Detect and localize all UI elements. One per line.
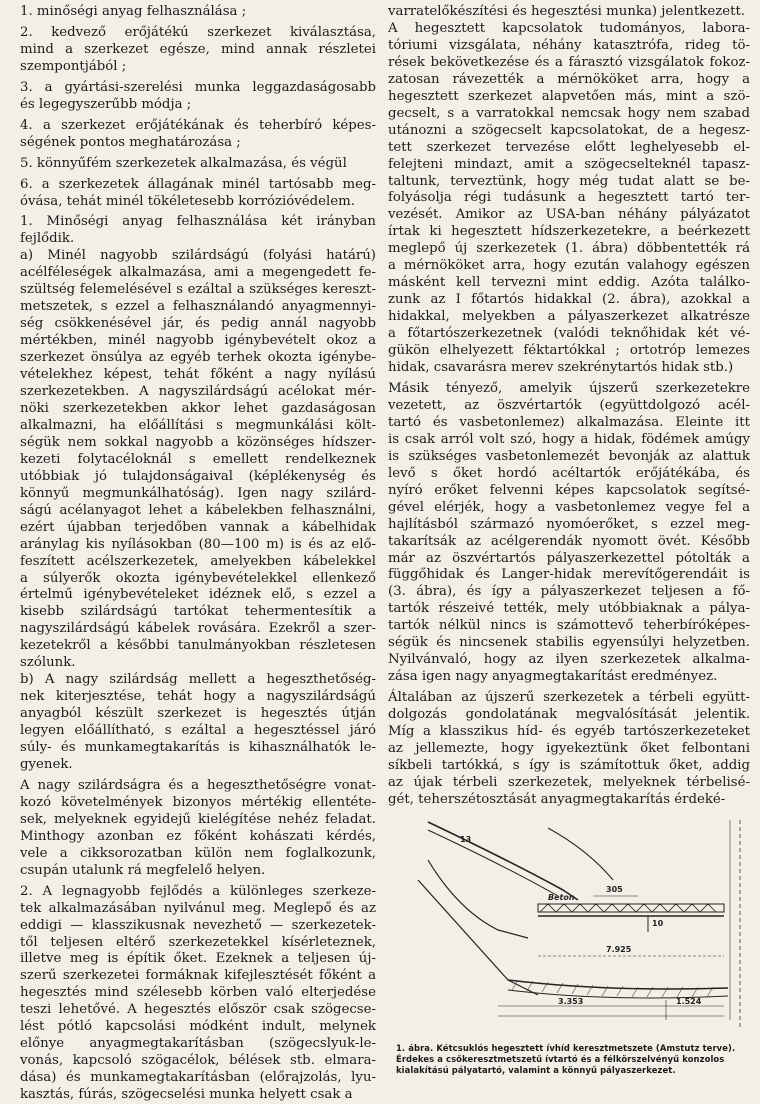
text-line: zása igen nagy anyagmegtakarítást eredményez. xyxy=(388,669,718,685)
text-line: aránylag kis nyílásokban (80—100 m) is és az elő- xyxy=(20,536,376,552)
text-line: másként kell tervezni mint eddig. Azóta találko- xyxy=(388,275,750,291)
text-line: kezetekről a későbbi tanulmányokban részletesen xyxy=(20,638,376,654)
text-line: a súlyerők okozta igénybevételekkel ellenkező xyxy=(20,570,376,586)
text-line: metszetek, s ezzel a felhasználandó anyagmennyi- xyxy=(20,299,376,315)
text-line: gyenek. xyxy=(20,756,73,772)
text-line: 1. Minőségi anyag felhasználása két irányban xyxy=(20,214,376,230)
text-line: A hegesztett kapcsolatok tudományos, labora- xyxy=(388,20,750,36)
text-line: dolgozás gondolatának megvalósítását jelentik. xyxy=(388,707,750,723)
text-line: a mérnököket arra, hogy ezután valahogy egészen xyxy=(388,258,750,274)
text-line: alkalmazni, ha előállítási s megmunkálási költ- xyxy=(20,417,376,433)
text-line: 2. A legnagyobb fejlődés a különleges szerkeze- xyxy=(20,883,376,899)
text-line: is szükséges vasbetonlemezét bevonják az alattuk xyxy=(388,448,750,464)
text-line: mértékben, minél nagyobb igénybevételt okoz a xyxy=(20,333,376,349)
text-line: acélféleségek alkalmazása, ami a megengedett fe- xyxy=(20,265,376,281)
text-line: hegesztett szerkezet alapvetően más, mint a szö- xyxy=(388,88,750,104)
text-line: gével elérjék, hogy a vasbetonlemez vegye fel a xyxy=(388,499,750,515)
text-line: Míg a klasszikus híd- és egyéb tartószerkezeteket xyxy=(388,724,750,740)
text-line: vezését. Amikor az USA-ban néhány pályázatot xyxy=(388,207,750,223)
text-line: hidak, csavarásra merev szekrénytartós hidak stb.) xyxy=(388,360,734,376)
text-line: zunk az I főtartós hidakkal (2. ábra), azokkal a xyxy=(388,292,750,308)
text-line: vonás, kapcsoló szögacélok, bélések stb. elmara- xyxy=(20,1053,376,1069)
text-line: gükön elhelyezett féktartókkal ; ortotróp lemezes xyxy=(388,343,750,359)
text-line: tartók nélkül nincs is számottevő teherbíróképes- xyxy=(388,618,750,634)
text-line: utánozni a szögecselt kapcsolatokat, de a hegesz- xyxy=(388,122,750,138)
text-line: súly- és munkamegtakarítás is kihasználhatók le- xyxy=(20,740,376,756)
text-line: takarítsák az acélgerendák nyomott övét. Később xyxy=(388,533,750,549)
text-line: szempontjából ; xyxy=(20,58,127,74)
text-line: ezért újabban terjedőben vannak a kábelhidak xyxy=(20,519,376,535)
text-line: hegesztés mind szélesebb körben való elterjedése xyxy=(20,985,376,1001)
text-line: síkbeli tartókká, s így is számítottuk őket, addig xyxy=(388,757,750,773)
text-line: legyen előállítható, s ezáltal a hegesztéssel járó xyxy=(20,723,376,739)
text-line: szólunk. xyxy=(20,655,76,671)
text-line: ségük nem sokkal nagyobb a közönséges hídszer- xyxy=(20,434,376,450)
text-line: hidakkal, melyekben a pályaszerkezet alkatrésze xyxy=(388,309,750,325)
text-line: függőhidak és Langer-hidak merevítőgerendáit is xyxy=(388,567,750,583)
text-line: csupán utalunk rá megfelelő helyen. xyxy=(20,862,266,878)
text-line: nyíró erőket felvenni képes kapcsolatok segítsé- xyxy=(388,482,750,498)
figure-label-1524: 1.524 xyxy=(676,997,702,1006)
text-line: előnye anyagmegtakarításban (szögecslyuk-le- xyxy=(20,1036,376,1052)
text-line: 6. a szerkezetek állagának minél tartósabb meg- xyxy=(20,176,376,192)
text-line: től teljesen eltérő szerkezetekkel kísérleteznek, xyxy=(20,934,376,950)
text-line: nek kiterjesztése, tehát hogy a nagyszilárdságú xyxy=(20,689,376,705)
text-line: ségének pontos meghatározása ; xyxy=(20,134,241,150)
text-line: vele a cikksorozatban külön nem foglalkozunk, xyxy=(20,845,376,861)
text-line: dása) és munkamegtakarításban (előrajzolás, lyu- xyxy=(20,1070,376,1086)
text-line: értelmű igénybevételeket idéznek elő, s ezzel a xyxy=(20,587,376,603)
text-line: kisebb szilárdságú tartókat tehermentesítik a xyxy=(20,604,376,620)
text-line: b) A nagy szilárdság mellett a hegeszthetőség- xyxy=(20,672,376,688)
text-line: ságú acélanyagot lehet a kábelekben felhasználni, xyxy=(20,502,376,518)
text-line: felejteni mindazt, amit a szögecselteknél tapasz- xyxy=(388,156,750,172)
text-line: meglepő új szerkezetek (1. ábra) döbbentették rá xyxy=(388,241,750,257)
text-line: is csak arról volt szó, hogy a hidak, födémek amúgy xyxy=(388,431,750,447)
text-line: vételekhez képest, tehát főként a nagy nyílású xyxy=(20,367,376,383)
figure-label-3353: 3.353 xyxy=(558,997,584,1006)
text-line: könnyű megmunkálhatóság). Igen nagy szilárd- xyxy=(20,485,376,501)
figure-label-13: 13 xyxy=(460,835,472,844)
text-line: folyásolja régi tudásunk a hegesztett tartó ter- xyxy=(388,190,750,206)
figure-caption xyxy=(396,1043,752,1076)
text-line: eddigi — klasszikusnak nevezhető — szerkezetek- xyxy=(20,917,376,933)
text-line: Másik tényező, amelyik újszerű szerkezetekre xyxy=(388,380,750,396)
text-line: lést pótló kapcsolási módként indult, melynek xyxy=(20,1019,376,1035)
text-line: 3. a gyártási-szerelési munka leggazdaságosabb xyxy=(20,79,376,95)
caption-line: Érdekes a csőkeresztmetszetű ívtartó és a félkörszelvényű konzolos xyxy=(396,1054,725,1064)
text-line: nöki szerkezetekben akkor lehet gazdaságosan xyxy=(20,400,376,416)
text-line: rések bekövetkezése és a fárasztó vizsgálatok fokoz- xyxy=(388,54,750,70)
text-line: írtak ki hegesztett hídszerkezetekre, a beérkezett xyxy=(388,224,750,240)
text-line: és legegyszerűbb módja ; xyxy=(20,96,192,112)
text-line: gecselt, s a varratokkal nemcsak hogy nem szabad xyxy=(388,105,750,121)
text-line: A nagy szilárdságra és a hegeszthetőségre vonat- xyxy=(20,777,376,793)
text-line: tartó és vasbetonlemez) alkalmazása. Eleinte itt xyxy=(388,414,750,430)
text-line: ségük és nincsenek stabilis egyensúlyi helyzetben. xyxy=(388,635,750,651)
text-line: tek alkalmazásában nyilvánul meg. Meglepő és az xyxy=(20,900,376,916)
text-line: vezetett, az öszvértartók (együttdolgozó acél- xyxy=(388,397,750,413)
text-line: az jellemezte, hogy igyekeztünk őket felbontani xyxy=(388,740,750,756)
text-line: tett szerkezet tervezése előtt leghelyesebb el- xyxy=(388,139,750,155)
caption-line: kialakítású pályatartó, valamint a könnyű pályaszerkezet. xyxy=(396,1065,676,1075)
text-line: 5. könnyűfém szerkezetek alkalmazása, és végül xyxy=(20,155,347,171)
bridge-cross-section-drawing xyxy=(388,820,750,1040)
text-line: teszi lehetővé. A hegesztés először csak szögecse- xyxy=(20,1002,376,1018)
text-line: óvása, tehát minél tökéletesebb korrózióvédelem. xyxy=(20,193,356,209)
text-line: Minthogy azonban ez főként kohászati kérdés, xyxy=(20,828,376,844)
text-line: illetve meg is építik őket. Ezeknek a teljesen új- xyxy=(20,951,376,967)
left-column xyxy=(20,4,376,1104)
text-line: utóbbiak jó tulajdonságaival (képlékenység és xyxy=(20,468,376,484)
text-line: tartók részeivé tették, mely utóbbiaknak a pálya- xyxy=(388,601,750,617)
text-line: 2. kedvező erőjátékú szerkezet kiválasztása, xyxy=(20,24,376,40)
right-column xyxy=(388,4,750,809)
text-line: szerkezetekben. A nagyszilárdságú acélokat mér- xyxy=(20,384,376,400)
text-line: varratelőkészítési és hegesztési munka) jelentkezett. xyxy=(388,4,746,19)
text-line: szerkezet önsúlya az egyéb terhek okozta igénybe- xyxy=(20,350,376,366)
text-line: mind a szerkezet egésze, mind annak részletei xyxy=(20,41,376,57)
text-line: 4. a szerkezet erőjátékának és teherbíró képes- xyxy=(20,117,376,133)
text-line: Nyilvánvaló, hogy az ilyen szerkezetek alkalma- xyxy=(388,652,750,668)
text-line: tóriumi vizsgálata, néhány katasztrófa, rideg tö- xyxy=(388,37,750,53)
text-line: ség csökkenésével jár, és pedig annál nagyobb xyxy=(20,316,376,332)
text-line: (3. ábra), és így a pályaszerkezet teljesen a fő- xyxy=(388,584,750,600)
text-line: szültség felemelésével s ezáltal a szükséges kereszt- xyxy=(20,282,376,298)
figure-label-beton: Beton xyxy=(548,893,575,902)
text-line: anyagból készült szerkezet is hegesztés útján xyxy=(20,706,376,722)
text-line: zatosan rávezették a mérnököket arra, hogy a xyxy=(388,71,750,87)
text-line: feszített acélszerkezetek, amelyekben kábelekkel xyxy=(20,553,376,569)
text-line: kozó követelmények bizonyos mértékig ellentéte- xyxy=(20,794,376,810)
text-line: 1. minőségi anyag felhasználása ; xyxy=(20,4,247,19)
text-line: sek, melyeknek egyidejű kielégítése nehéz feladat. xyxy=(20,811,376,827)
text-line: kezeti folytacéloknál s emellett rendelkeznek xyxy=(20,451,376,467)
text-line: taltunk, terveztünk, hogy még tudat alatt se be- xyxy=(388,173,750,189)
figure-label-7925: 7.925 xyxy=(606,945,632,954)
text-line: kasztás, fúrás, szögecselési munka helyett csak a xyxy=(20,1087,353,1103)
text-line: szerű szerkezetei formáknak kifejlesztését főként a xyxy=(20,968,376,984)
text-line: nagyszilárdságú kábelek rovására. Ezekről a szer- xyxy=(20,621,376,637)
figure-1-bridge-cross-section xyxy=(388,820,750,1040)
text-line: fejlődik. xyxy=(20,231,75,247)
figure-label-305: 305 xyxy=(606,885,623,894)
text-line: gét, teherszétosztását anyagmegtakarítás érdeké- xyxy=(388,791,726,807)
text-line: a főtartószerkezetnek (valódi teknőhidak két vé- xyxy=(388,326,750,342)
caption-line: 1. ábra. Kétcsuklós hegesztett ívhíd keresztmetszete (Amstutz terve). xyxy=(396,1043,736,1053)
figure-label-10: 10 xyxy=(652,919,664,928)
text-line: az újak térbeli szerkezetek, melyeknek térbelisé- xyxy=(388,774,750,790)
text-line: hajlításból származó nyomóerőket, s ezzel meg- xyxy=(388,516,750,532)
text-line: levő s őket hordó acéltartók erőjátékába, és xyxy=(388,465,750,481)
text-line: Általában az újszerű szerkezetek a térbeli együtt- xyxy=(388,690,750,706)
text-line: a) Minél nagyobb szilárdságú (folyási határú) xyxy=(20,248,376,264)
text-line: már az öszvértartós pályaszerkezettel pótolták a xyxy=(388,550,750,566)
